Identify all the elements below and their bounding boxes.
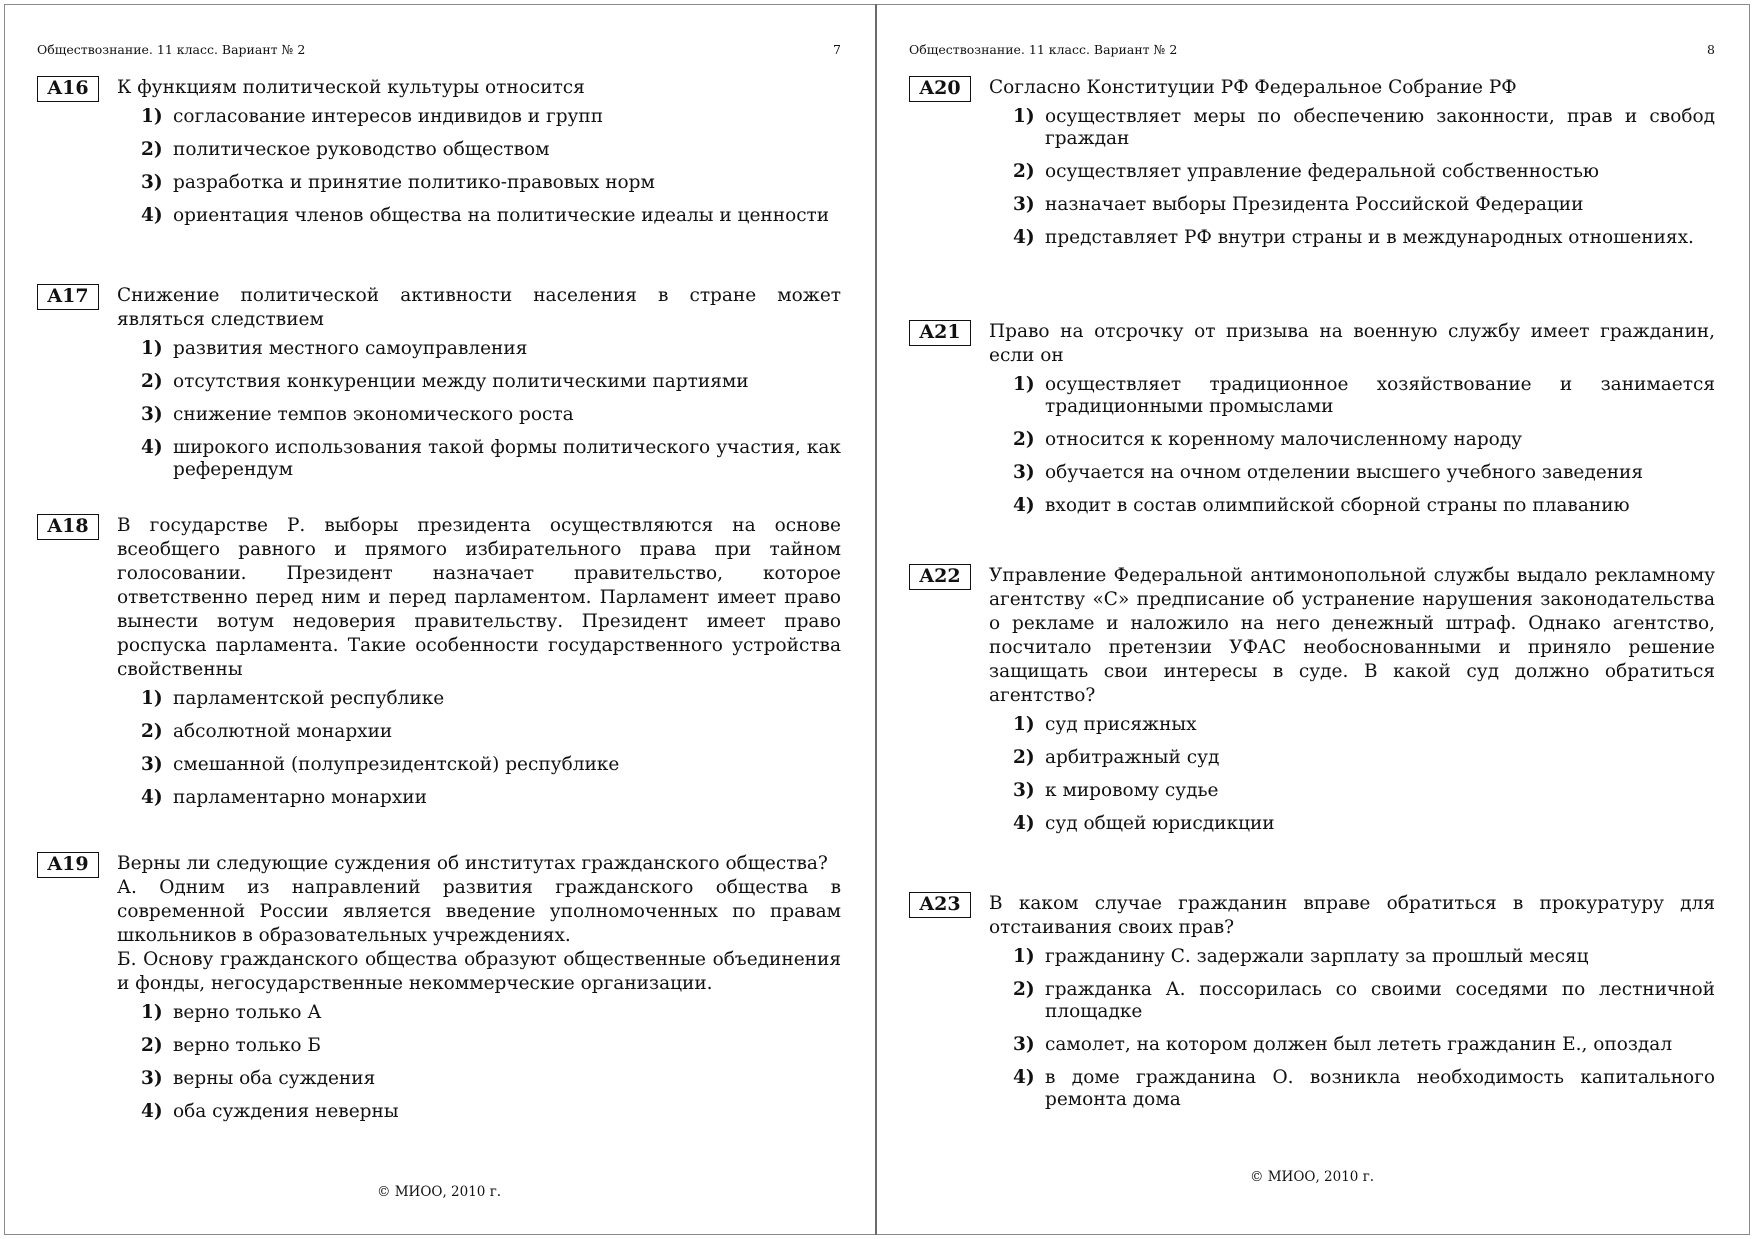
answer-options [1013,946,1715,1111]
option-number: 3) [1013,194,1035,215]
answer-option[interactable] [1013,106,1715,150]
question-number-box: A19 [37,852,99,878]
option-text: верно только Б [173,1035,321,1056]
option-number: 3) [1013,780,1035,801]
stem-text: Верны ли следующие суждения об институтах гражданского общества? [117,853,828,874]
option-text: к мировому судье [1045,780,1219,801]
header-title: Обществознание. 11 класс. Вариант № 2 [37,42,306,57]
answer-option[interactable] [1013,462,1715,484]
option-number: 3) [141,754,163,775]
answer-option[interactable] [141,437,841,481]
stem-text: В государстве Р. выборы президента осуществляются на основе всеобщего равного и прямого избирательного права при тайном голосовании. Президент назначает правительство, которое ответственно перед ним и перед парламентом. Парламент имеет право вынести вотум недоверия правительству. Президент имеет право роспуска парламента. Такие особенности государственного устройства свойственны [117,515,841,680]
answer-option[interactable] [141,205,841,227]
option-number: 4) [1013,495,1035,516]
option-text: смешанной (полупрезидентской) республике [173,754,620,775]
option-number: 2) [1013,979,1035,1000]
answer-option[interactable] [141,338,841,360]
option-number: 1) [141,1002,163,1023]
option-text: относится к коренному малочисленному народу [1045,429,1523,450]
answer-option[interactable] [1013,979,1715,1023]
option-number: 2) [141,1035,163,1056]
answer-option[interactable] [1013,374,1715,418]
question-stem [989,320,1715,368]
answer-option[interactable] [1013,714,1715,736]
answer-option[interactable] [1013,780,1715,802]
answer-option[interactable] [141,1068,841,1090]
question-stem [117,76,841,100]
question-number-box: A21 [909,320,971,346]
option-number: 2) [141,721,163,742]
answer-option[interactable] [1013,429,1715,451]
answer-option[interactable] [1013,495,1715,517]
option-text: политическое руководство обществом [173,139,550,160]
answer-options [1013,374,1715,517]
option-text: арбитражный суд [1045,747,1220,768]
option-text: ориентация членов общества на политические идеалы и ценности [173,205,830,226]
question-a23 [909,892,1715,1122]
option-number: 1) [1013,106,1035,127]
option-number: 3) [141,172,163,193]
option-text: развития местного самоуправления [173,338,528,359]
option-text: назначает выборы Президента Российской Федерации [1045,194,1584,215]
option-text: отсутствия конкуренции между политическими партиями [173,371,749,392]
answer-option[interactable] [141,106,841,128]
question-a22 [909,564,1715,846]
option-number: 4) [141,787,163,808]
option-number: 4) [141,1101,163,1122]
stem-text: Управление Федеральной антимонопольной службы выдало рекламному агентству «С» предписание об устранение нарушения законодательства о рекламе и наложило на него денежный штраф. Однако агентство, посчитало претензии УФАС необоснованными и приняло решение защищать свои интересы в суде. В какой суд должно обратиться агентство? [989,565,1715,706]
option-number: 3) [141,1068,163,1089]
question-stem [117,852,841,996]
stem-text: Согласно Конституции РФ Федеральное Собрание РФ [989,77,1517,98]
page-header [37,42,841,57]
question-number-box: A17 [37,284,99,310]
answer-option[interactable] [1013,161,1715,183]
answer-option[interactable] [1013,194,1715,216]
answer-option[interactable] [1013,1034,1715,1056]
option-text: верно только А [173,1002,322,1023]
option-text: парламентарно монархии [173,787,427,808]
question-a19 [37,852,841,1134]
question-stem [989,564,1715,708]
option-text: самолет, на котором должен был лететь гражданин Е., опоздал [1045,1034,1673,1055]
question-number-box: A22 [909,564,971,590]
page-right [876,4,1750,1235]
option-text: гражданка А. поссорилась со своими соседями по лестничной площадке [1045,979,1715,1022]
answer-option[interactable] [141,688,841,710]
answer-option[interactable] [141,1101,841,1123]
option-text: в доме гражданина О. возникла необходимость капитального ремонта дома [1045,1067,1715,1110]
option-text: обучается на очном отделении высшего учебного заведения [1045,462,1644,483]
option-number: 3) [1013,462,1035,483]
answer-option[interactable] [141,1002,841,1024]
option-number: 3) [1013,1034,1035,1055]
option-number: 2) [1013,161,1035,182]
stem-text: Право на отсрочку от призыва на военную службу имеет гражданин, если он [989,321,1715,366]
answer-option[interactable] [141,139,841,161]
page-header [909,42,1715,57]
option-number: 1) [141,106,163,127]
option-number: 4) [141,205,163,226]
question-a16 [37,76,841,238]
answer-options [1013,714,1715,835]
option-text: гражданину С. задержали зарплату за прошлый месяц [1045,946,1589,967]
option-number: 1) [1013,946,1035,967]
page-footer: © МИОО, 2010 г. [1249,1169,1375,1185]
page-number: 7 [833,42,841,57]
answer-options [141,1002,841,1123]
option-text: суд присяжных [1045,714,1197,735]
answer-option[interactable] [141,404,841,426]
option-text: парламентской республике [173,688,445,709]
statement-b: Б. Основу гражданского общества образуют общественные объединения и фонды, негосударственные некоммерческие организации. [117,949,841,994]
question-a17 [37,284,841,492]
option-number: 2) [1013,747,1035,768]
option-text: абсолютной монархии [173,721,393,742]
option-text: осуществляет традиционное хозяйствование и занимается традиционными промыслами [1045,374,1715,417]
stem-text: В каком случае гражданин вправе обратиться в прокуратуру для отстаивания своих прав? [989,893,1715,938]
question-a20 [909,76,1715,260]
question-stem [117,284,841,332]
answer-option[interactable] [1013,1067,1715,1111]
question-stem [117,514,841,682]
option-number: 4) [1013,227,1035,248]
question-number-box: A23 [909,892,971,918]
page-number: 8 [1707,42,1715,57]
option-text: осуществляет управление федеральной собственностью [1045,161,1600,182]
option-text: согласование интересов индивидов и групп [173,106,604,127]
option-text: осуществляет меры по обеспечению законности, прав и свобод граждан [1045,106,1715,149]
question-number-box: A18 [37,514,99,540]
option-text: суд общей юрисдикции [1045,813,1275,834]
answer-option[interactable] [141,1035,841,1057]
option-text: разработка и принятие политико-правовых норм [173,172,655,193]
option-number: 1) [141,688,163,709]
option-text: верны оба суждения [173,1068,376,1089]
page-footer: © МИОО, 2010 г. [376,1184,502,1200]
option-text: представляет РФ внутри страны и в международных отношениях. [1045,227,1694,248]
answer-option[interactable] [141,172,841,194]
answer-options [141,338,841,481]
option-number: 1) [1013,714,1035,735]
answer-option[interactable] [1013,747,1715,769]
answer-option[interactable] [141,754,841,776]
option-number: 2) [141,139,163,160]
option-text: широкого использования такой формы политического участия, как референдум [173,437,841,480]
option-text: снижение темпов экономического роста [173,404,574,425]
question-stem [989,892,1715,940]
question-a18 [37,514,841,820]
option-text: оба суждения неверны [173,1101,399,1122]
option-number: 3) [141,404,163,425]
stem-text: Снижение политической активности населения в стране может являться следствием [117,285,841,330]
statement-a: А. Одним из направлений развития гражданского общества в современной России является введение уполномоченных по правам школьников в образовательных учреждениях. [117,877,841,946]
option-number: 2) [141,371,163,392]
answer-option[interactable] [1013,813,1715,835]
option-number: 4) [141,437,163,458]
answer-options [1013,106,1715,249]
answer-options [141,106,841,227]
answer-option[interactable] [1013,227,1715,249]
question-a21 [909,320,1715,528]
stem-text: К функциям политической культуры относится [117,77,585,98]
option-number: 4) [1013,813,1035,834]
answer-option[interactable] [141,371,841,393]
option-number: 1) [1013,374,1035,395]
header-title: Обществознание. 11 класс. Вариант № 2 [909,42,1178,57]
option-text: входит в состав олимпийской сборной страны по плаванию [1045,495,1630,516]
question-stem [989,76,1715,100]
question-number-box: A20 [909,76,971,102]
answer-option[interactable] [141,787,841,809]
answer-option[interactable] [1013,946,1715,968]
question-number-box: A16 [37,76,99,102]
option-number: 2) [1013,429,1035,450]
page-left [4,4,876,1235]
answer-option[interactable] [141,721,841,743]
option-number: 4) [1013,1067,1035,1088]
answer-options [141,688,841,809]
option-number: 1) [141,338,163,359]
